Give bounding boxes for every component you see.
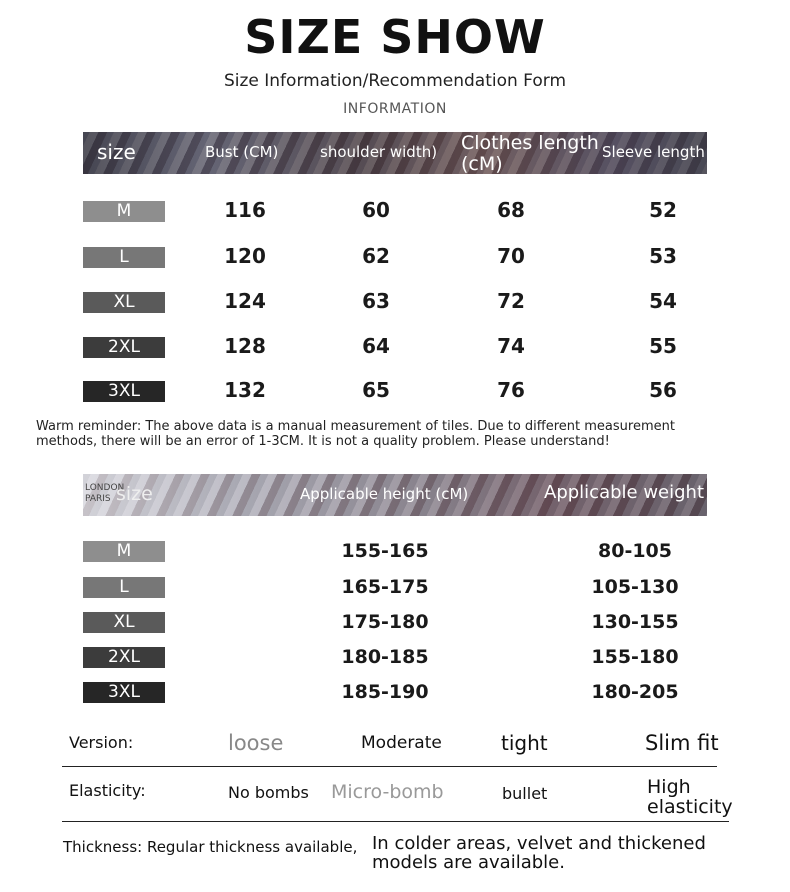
header-shoulder: shoulder width): [320, 143, 438, 161]
elasticity-high: High elasticity: [647, 776, 733, 818]
weight-range-3xl: 180-205: [591, 681, 679, 703]
thickness-label: Thickness: Regular thickness available,: [63, 838, 358, 856]
sleeve-value-xl: 54: [649, 289, 677, 313]
header-weight: Applicable weight (: [544, 482, 717, 503]
height-range-2xl: 180-185: [341, 646, 429, 668]
sleeve-value-m: 52: [649, 198, 677, 222]
header-clothes-length: Clothes length (cM): [461, 132, 599, 175]
header-size: size: [97, 140, 136, 164]
sleeve-value-3xl: 56: [649, 378, 677, 402]
weight-range-2xl: 155-180: [591, 646, 679, 668]
version-moderate: Moderate: [361, 733, 442, 753]
fit-size-label-l: L: [83, 577, 165, 598]
elasticity-micro-bomb: Micro-bomb: [331, 781, 444, 803]
divider-2: [62, 821, 729, 822]
thickness-note: In colder areas, velvet and thickened models are available.: [372, 833, 706, 873]
shoulder-value-l: 62: [362, 244, 390, 268]
size-label-m: M: [83, 201, 165, 222]
fit-size-label-xl: XL: [83, 612, 165, 633]
page-subtitle: Size Information/Recommendation Form: [223, 71, 567, 91]
height-range-l: 165-175: [341, 576, 429, 598]
size-label-l: L: [83, 247, 165, 268]
size-label-3xl: 3XL: [83, 381, 165, 402]
fit-size-label-3xl: 3XL: [83, 682, 165, 703]
fit-size-label-2xl: 2XL: [83, 647, 165, 668]
version-tight: tight: [501, 731, 548, 755]
shoulder-value-xl: 63: [362, 289, 390, 313]
bust-value-xl: 124: [224, 289, 266, 313]
length-value-l: 70: [497, 244, 525, 268]
header-sleeve: Sleeve length: [602, 143, 705, 161]
page-title: SIZE SHOW: [244, 10, 546, 64]
height-range-m: 155-165: [341, 540, 429, 562]
bust-value-2xl: 128: [224, 334, 266, 358]
fit-table-header: [83, 474, 717, 516]
section-caption: INFORMATION: [343, 101, 447, 117]
bust-value-l: 120: [224, 244, 266, 268]
header-bust: Bust (CM): [205, 143, 279, 161]
bust-value-3xl: 132: [224, 378, 266, 402]
shoulder-value-m: 60: [362, 198, 390, 222]
size-table-header: [83, 132, 707, 174]
version-label: Version:: [69, 733, 134, 752]
warm-reminder: Warm reminder: The above data is a manual measurement of tiles. Due to different measurement methods, there will be an error of 1-3CM. It is not a quality problem. Please understand!: [36, 419, 675, 449]
height-range-3xl: 185-190: [341, 681, 429, 703]
elasticity-label: Elasticity:: [69, 781, 146, 800]
height-range-xl: 175-180: [341, 611, 429, 633]
header-size-2: size: [116, 483, 153, 505]
header-height: Applicable height (cM): [300, 485, 469, 503]
elasticity-bullet: bullet: [502, 784, 548, 803]
bust-value-m: 116: [224, 198, 266, 222]
size-label-2xl: 2XL: [83, 337, 165, 358]
divider-1: [62, 766, 717, 767]
size-label-xl: XL: [83, 292, 165, 313]
elasticity-no-bombs: No bombs: [228, 783, 309, 802]
sleeve-value-2xl: 55: [649, 334, 677, 358]
length-value-3xl: 76: [497, 378, 525, 402]
weight-range-l: 105-130: [591, 576, 679, 598]
weight-range-xl: 130-155: [591, 611, 679, 633]
shoulder-value-2xl: 64: [362, 334, 390, 358]
weight-range-m: 80-105: [598, 540, 672, 562]
version-slim-fit: Slim fit: [645, 731, 719, 755]
sleeve-value-l: 53: [649, 244, 677, 268]
shoulder-value-3xl: 65: [362, 378, 390, 402]
fit-size-label-m: M: [83, 541, 165, 562]
version-loose: loose: [228, 731, 284, 755]
length-value-xl: 72: [497, 289, 525, 313]
length-value-2xl: 74: [497, 334, 525, 358]
length-value-m: 68: [497, 198, 525, 222]
brand-print: LONDON PARIS: [85, 483, 125, 504]
